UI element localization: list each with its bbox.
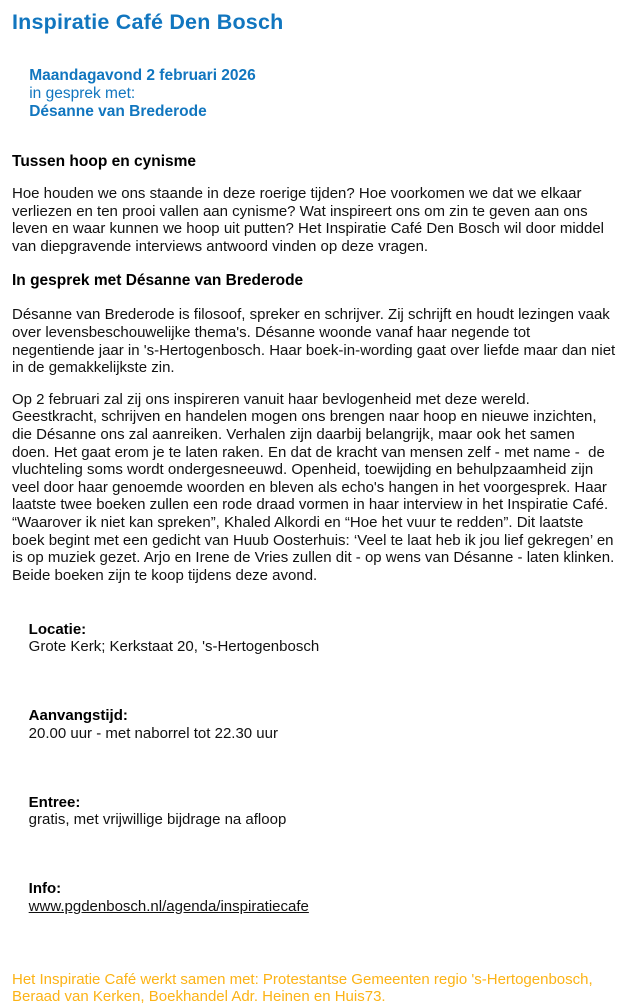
footer-partners: Het Inspiratie Café werkt samen met: Protestantse Gemeenten regio 's-Hertogenbosch, Beraad van Kerken, Boekhandel Adr. Heinen en Huis73. [12,970,597,1006]
locatie-value: Grote Kerk; Kerkstaat 20, 's-Hertogenbosch [28,638,320,656]
detail-row-locatie [12,603,616,673]
info-link[interactable]: www.pgdenbosch.nl/agenda/inspiratiecafe [28,897,309,915]
paragraph-main: Op 2 februari zal zij ons inspireren vanuit haar bevlogenheid met deze wereld. Geestkracht, schrijven en handelen mogen ons brengen naar hoop en nieuwe inzichten, die Désanne ons zal aanreiken. Verhalen zijn daarbij belangrijk, maar ook het samen doen. Het gaat erom je te laten raken. En dat de kracht van mensen zelf - met name - de vluchteling soms wordt ondergesneeuwd. Openheid, toewijding en behulpzaamheid zijn veel door haar genoemde woorden en bleven als echo's hangen in het voorgesprek. Haar laatste twee boeken zullen een rode draad vormen in haar interview in het Inspiratie Café. “Waarover ik niet kan spreken”, Khaled Alkordi en “Hoe het vuur te redden”. Dit laatste boek begint met een gedicht van Huub Oosterhuis: ‘Veel te laat heb ik jou lief gekregen’ en is op muziek gezet. Arjo en Irene de Vries zullen dit - op wens van Désanne - laten klinken. Beide boeken zijn te koop tijdens deze avond. [12,390,619,584]
paragraph-bio: Désanne van Brederode is filosoof, spreker en schrijver. Zij schrijft en houdt lezingen vaak over levensbeschouwelijke thema's. Désanne woonde vanaf haar negende tot negentiende jaar in 's-Hertogenbosch. Haar boek-in-wording gaat over liefde maar dan niet in de gemakkelijkste zin. [12,306,620,377]
info-label: Info: [28,880,62,897]
event-subtitle-connector: in gesprek met: [29,85,136,102]
event-date: Maandagavond 2 februari 2026 [29,67,256,84]
page-title: Inspiratie Café Den Bosch [12,10,284,34]
event-subtitle-line [12,49,616,139]
aanvangstijd-label: Aanvangstijd: [28,707,128,725]
paragraph-intro: Hoe houden we ons staande in deze roerige tijden? Hoe voorkomen we dat we elkaar verliezen en ten prooi vallen aan cynisme? Wat inspireert ons om zin te geven aan ons leven en waar kunnen we hoop uit putten? Het Inspiratie Café Den Bosch wil door middel van diepgravende interviews antwoord vinden op deze vragen. [12,185,609,255]
aanvangstijd-value: 20.00 uur - met naborrel tot 22.30 uur [28,724,278,742]
detail-row-aanvangstijd [12,690,616,760]
event-guest-name: Désanne van Brederode [29,103,207,120]
detail-row-info [12,862,616,932]
entree-label: Entree: [28,793,81,811]
locatie-label: Locatie: [28,620,87,638]
heading-theme: Tussen hoop en cynisme [12,153,197,170]
entree-value: gratis, met vrijwillige bijdrage na afloop [28,811,287,829]
detail-row-entree [12,776,616,846]
heading-in-gesprek: In gesprek met Désanne van Brederode [12,272,304,290]
